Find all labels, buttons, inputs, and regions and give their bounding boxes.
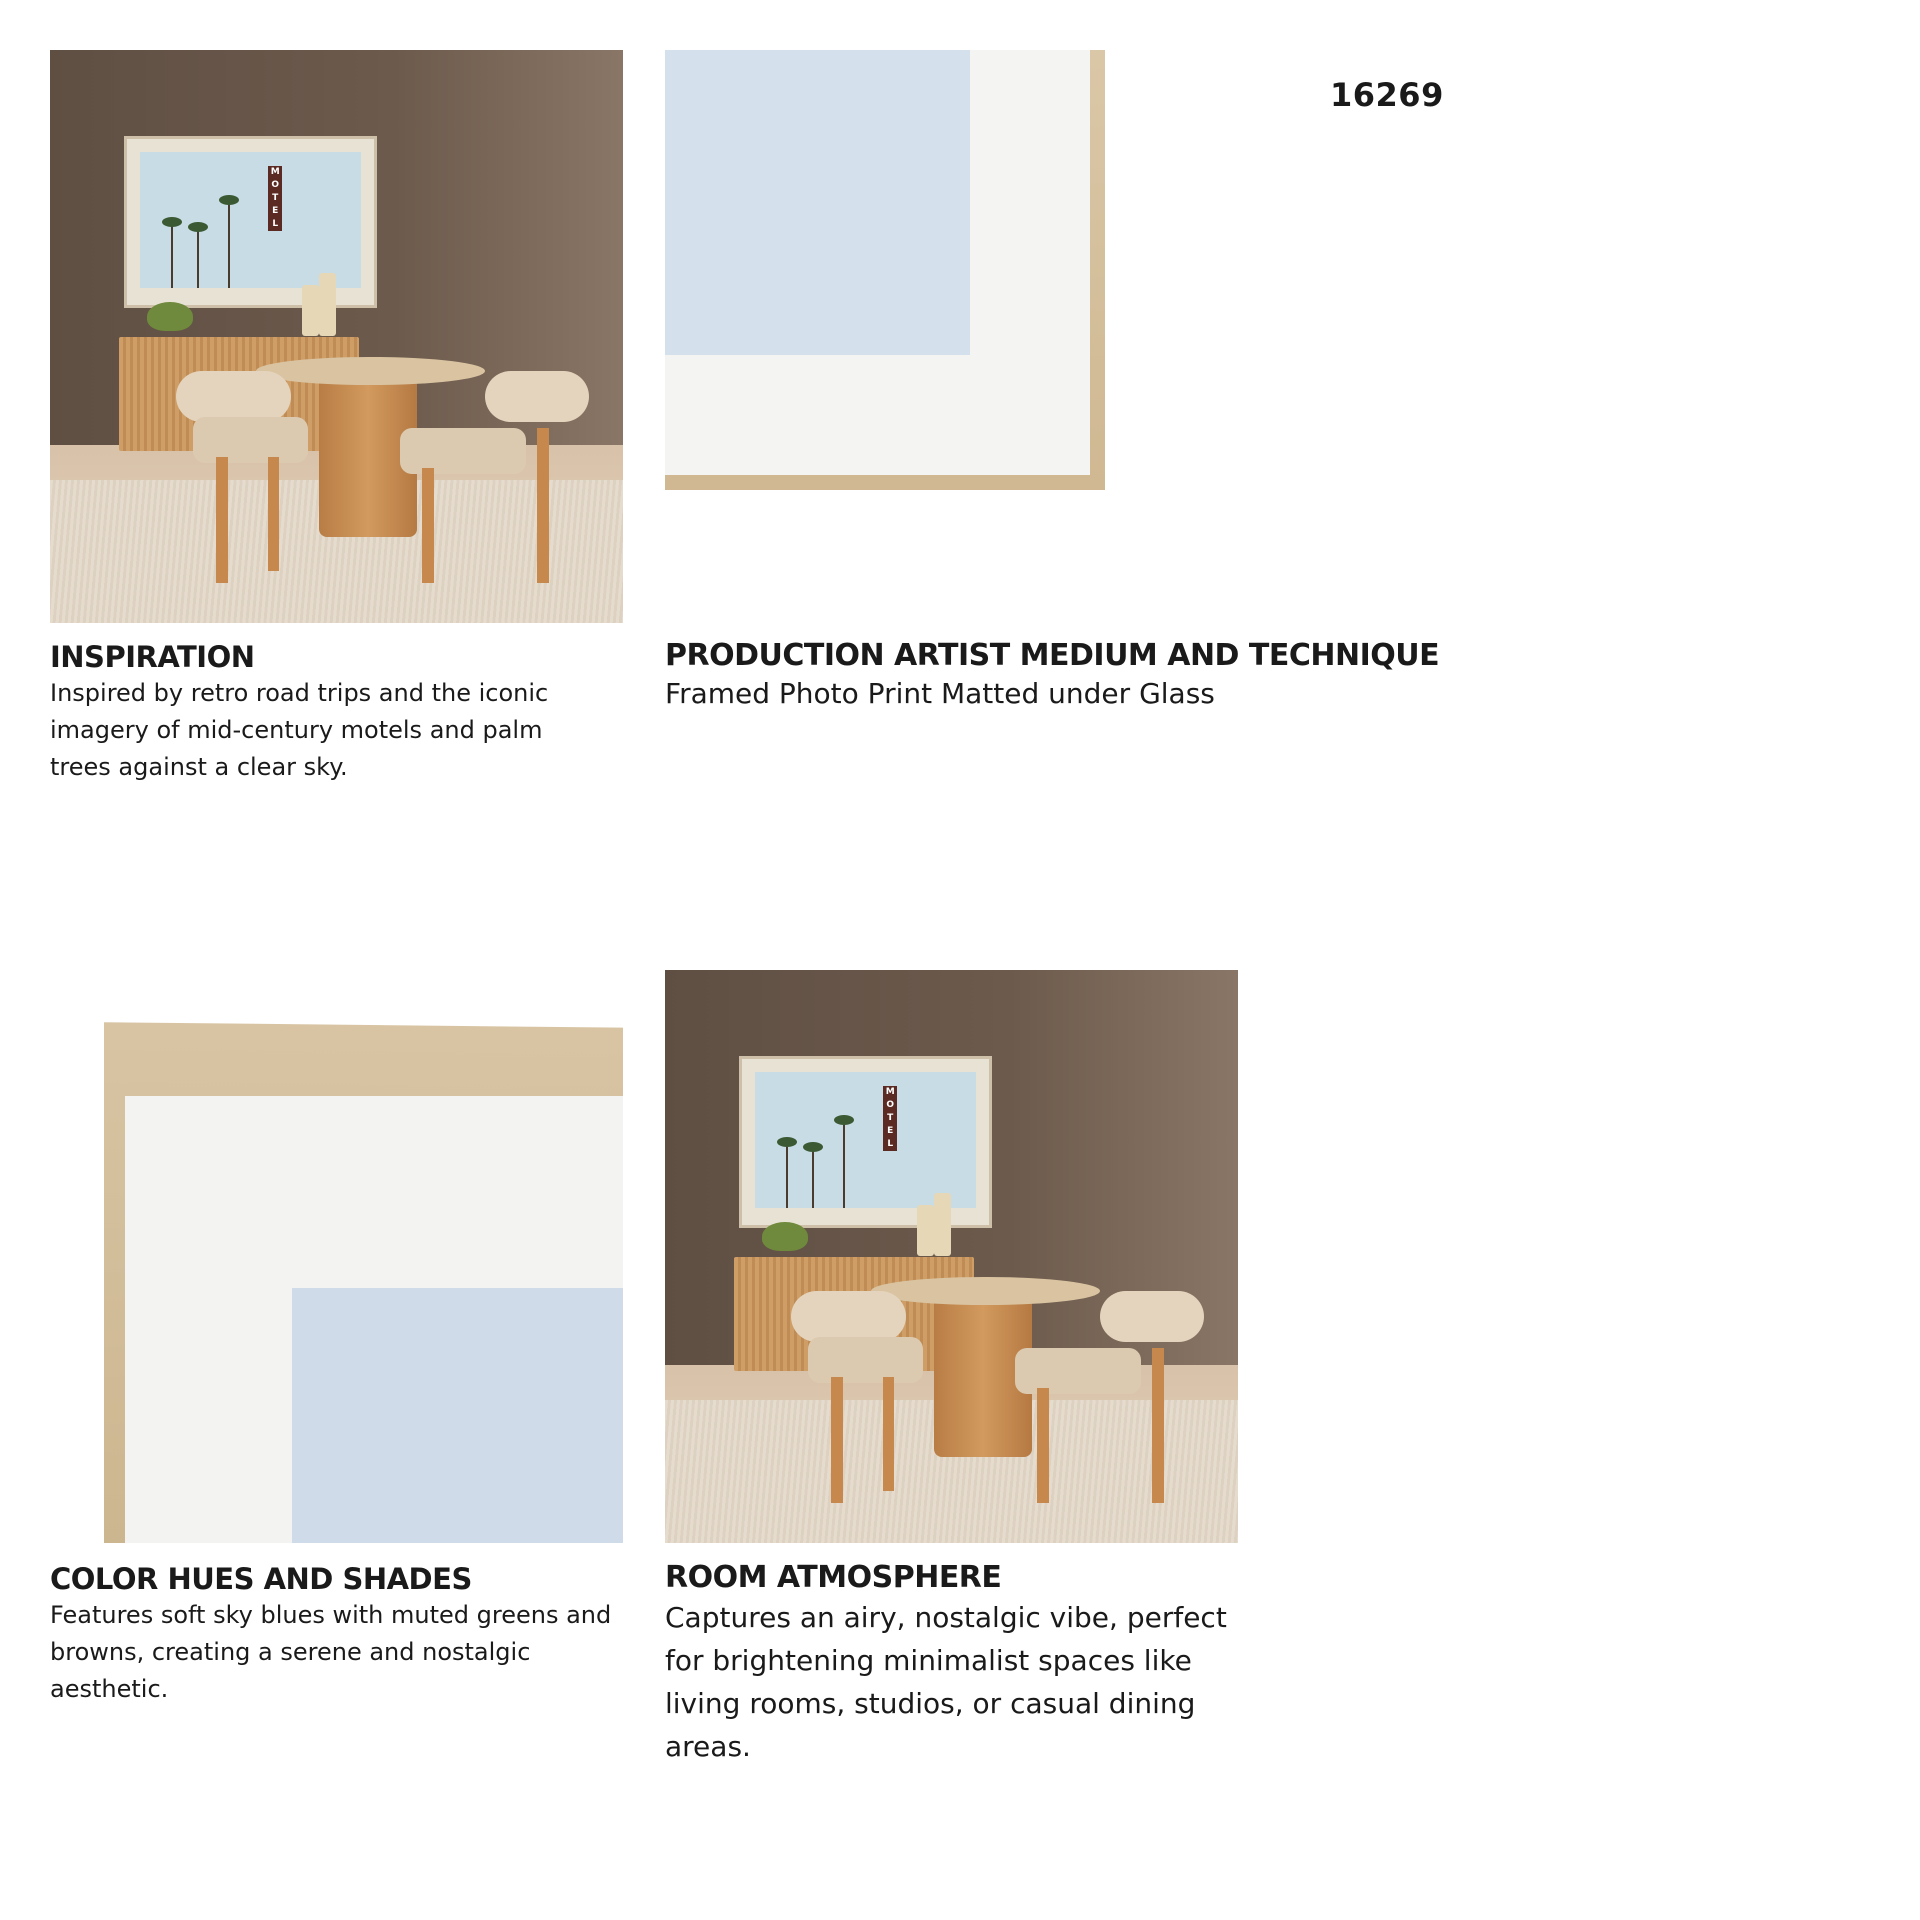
chair-leg — [216, 457, 227, 583]
chair-leg — [537, 428, 548, 583]
frame-corner-image-1 — [665, 50, 1105, 490]
chair-leg — [883, 1377, 894, 1492]
production-text — [665, 674, 1565, 714]
chair-leg — [1037, 1388, 1048, 1503]
chair-back — [485, 371, 588, 423]
table-top — [871, 1277, 1100, 1306]
chair-back — [1100, 1291, 1203, 1343]
motel-sign: M O T E L — [883, 1086, 897, 1151]
inspiration-line: trees against a clear sky. — [50, 752, 348, 781]
inspiration-line: Inspired by retro road trips and the iconic — [50, 678, 549, 707]
photo-print — [665, 50, 970, 355]
candle — [917, 1205, 934, 1257]
chair-seat — [1015, 1348, 1141, 1394]
potted-plant — [762, 1222, 808, 1251]
production-section — [665, 638, 1565, 714]
inspiration-heading: INSPIRATION — [50, 640, 255, 674]
color-text — [50, 1597, 650, 1708]
atmosphere-section — [665, 1560, 1265, 1768]
chair-seat — [808, 1337, 923, 1383]
artwork-sky — [755, 1072, 977, 1208]
atmosphere-text — [665, 1596, 1265, 1768]
palm-tree — [786, 1143, 788, 1208]
motel-sign: M O T E L — [268, 166, 282, 231]
palm-tree — [843, 1121, 845, 1208]
palm-tree — [171, 223, 173, 288]
photo-print — [292, 1288, 623, 1543]
chair-back — [791, 1291, 906, 1343]
candle — [934, 1193, 951, 1256]
inspiration-section — [50, 640, 630, 786]
atmosphere-heading: ROOM ATMOSPHERE — [665, 1560, 1002, 1595]
white-mat — [665, 50, 1090, 475]
atmosphere-line: for brightening minimalist spaces like — [665, 1644, 1192, 1677]
production-heading: PRODUCTION ARTIST MEDIUM AND TECHNIQUE — [665, 638, 1440, 673]
palm-tree — [197, 228, 199, 288]
product-code: 16269 — [1330, 76, 1444, 114]
chair-leg — [1152, 1348, 1163, 1503]
color-line: browns, creating a serene and nostalgic — [50, 1637, 531, 1666]
frame-corner-image-2 — [50, 970, 623, 1543]
framed-artwork — [124, 136, 376, 308]
chair-seat — [400, 428, 526, 474]
potted-plant — [147, 302, 193, 331]
palm-tree — [228, 201, 230, 288]
atmosphere-line: Captures an airy, nostalgic vibe, perfect — [665, 1601, 1227, 1634]
chair-seat — [193, 417, 308, 463]
inspiration-text — [50, 675, 630, 786]
chair-leg — [268, 457, 279, 572]
color-line: Features soft sky blues with muted greens and — [50, 1600, 612, 1629]
color-section — [50, 1562, 650, 1708]
color-line: aesthetic. — [50, 1674, 169, 1703]
room-scene-image-1 — [50, 50, 623, 623]
wood-frame — [665, 50, 1105, 490]
chair-leg — [422, 468, 433, 583]
candle — [302, 285, 319, 337]
atmosphere-line: areas. — [665, 1730, 751, 1763]
artwork-sky — [140, 152, 362, 288]
inspiration-line: imagery of mid-century motels and palm — [50, 715, 543, 744]
color-heading: COLOR HUES AND SHADES — [50, 1562, 472, 1596]
atmosphere-line: living rooms, studios, or casual dining — [665, 1687, 1196, 1720]
palm-tree — [812, 1148, 814, 1208]
chair-back — [176, 371, 291, 423]
chair-leg — [831, 1377, 842, 1503]
room-scene-image-2 — [665, 970, 1238, 1543]
framed-artwork — [739, 1056, 991, 1228]
production-line: Framed Photo Print Matted under Glass — [665, 677, 1215, 710]
table-top — [256, 357, 485, 386]
candle — [319, 273, 336, 336]
